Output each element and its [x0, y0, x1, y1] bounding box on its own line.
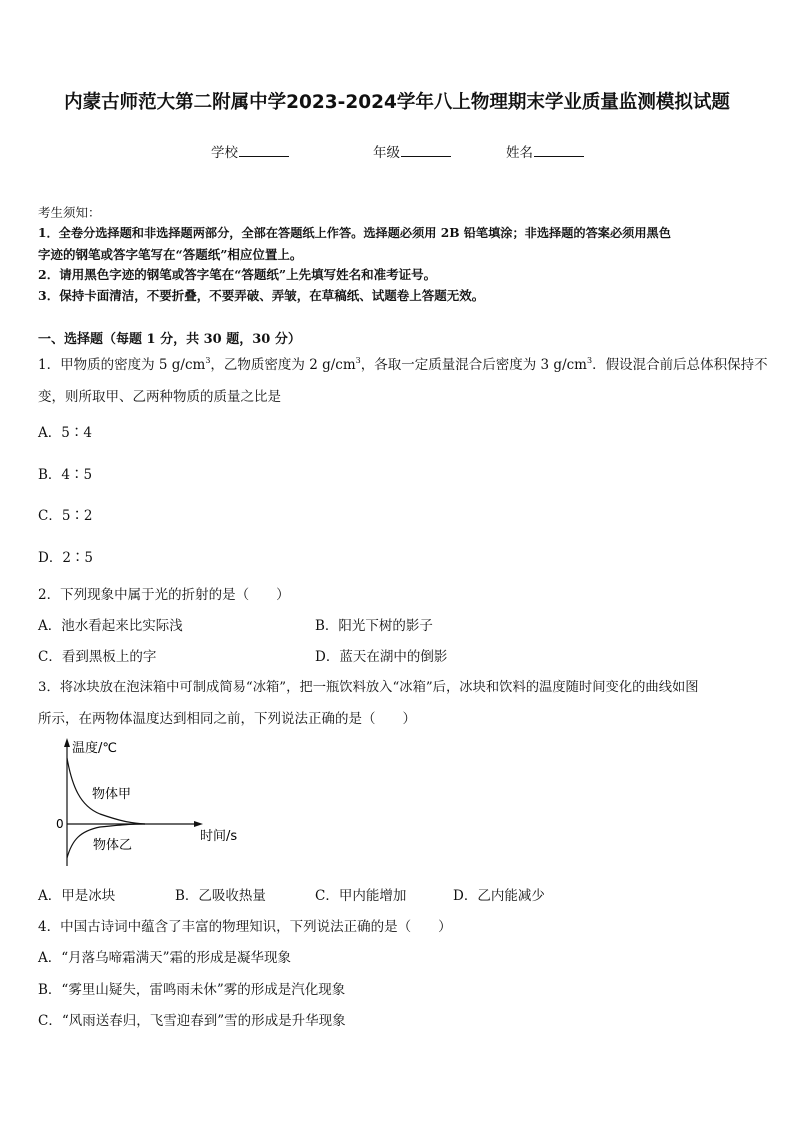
q3-option-d[interactable]: D．乙内能减少	[453, 888, 545, 904]
y-axis-arrow	[64, 738, 70, 747]
q4-option-b[interactable]: B．“雾里山疑失，雷鸣雨未休”雾的形成是汽化现象	[38, 982, 346, 998]
grade-field[interactable]	[373, 141, 451, 161]
curve-yi-label: 物体乙	[93, 838, 133, 853]
school-label: 学校	[211, 145, 238, 161]
x-axis-label: 时间/s	[200, 829, 238, 844]
q1-option-b[interactable]: B．4∶5	[38, 467, 93, 483]
q4-option-c[interactable]: C．“风雨送春归，飞雪迎春到”雪的形成是升华现象	[38, 1013, 346, 1029]
q1-text-d: ．假设混合前后总体积保持不	[592, 357, 768, 373]
q1-option-d[interactable]: D．2∶5	[38, 550, 94, 566]
q4-option-a[interactable]: A．“月落乌啼霜满天”霜的形成是凝华现象	[38, 950, 292, 966]
y-axis-label: 温度/℃	[72, 741, 117, 756]
q2-stem: 2．下列现象中属于光的折射的是（ ）	[38, 587, 290, 603]
q3-line-2: 所示，在两物体温度达到相同之前，下列说法正确的是（ ）	[38, 711, 416, 727]
q3-option-a[interactable]: A．甲是冰块	[38, 888, 116, 904]
q1-option-a[interactable]: A．5∶4	[38, 425, 92, 441]
q3-line-1: 3．将冰块放在泡沫箱中可制成简易“冰箱”，把一瓶饮料放入“冰箱”后，冰块和饮料的温度随时间变化的曲线如图	[38, 680, 699, 695]
notice-item-1-line-2: 字迹的钢笔或答字笔写在“答题纸”相应位置上。	[38, 247, 303, 262]
q2-option-a[interactable]: A．池水看起来比实际浅	[38, 618, 183, 634]
school-field[interactable]	[211, 141, 289, 161]
notice-item-1-line-1: 1．全卷分选择题和非选择题两部分，全部在答题纸上作答。选择题必须用 2B 铅笔填涂；非选择题的答案必须用黑色	[38, 226, 671, 240]
q1-sup-1: 3	[205, 356, 211, 365]
notice-item-3: 3．保持卡面清洁，不要折叠，不要弄破、弄皱，在草稿纸、试题卷上答题无效。	[38, 288, 485, 303]
q3-option-b[interactable]: B．乙吸收热量	[175, 888, 266, 904]
q1-text-c: ，各取一定质量混合后密度为 3 g/cm	[360, 357, 587, 373]
notice-item-2: 2．请用黑色字迹的钢笔或答字笔在“答题纸”上先填写姓名和准考证号。	[38, 267, 437, 282]
q1-sup-3: 3	[586, 356, 593, 365]
name-field[interactable]	[506, 141, 584, 161]
q4-stem: 4．中国古诗词中蕴含了丰富的物理知识，下列说法正确的是（ ）	[38, 919, 452, 935]
q1-line-1	[38, 353, 768, 373]
q1-sup-2: 3	[355, 356, 361, 365]
q3-temperature-graph	[50, 736, 260, 868]
q1-line-2: 变，则所取甲、乙两种物质的质量之比是	[38, 389, 281, 405]
q3-option-c[interactable]: C．甲内能增加	[315, 888, 407, 904]
q2-option-b[interactable]: B．阳光下树的影子	[315, 618, 433, 634]
q1-text-b: ，乙物质密度为 2 g/cm	[210, 357, 356, 373]
section-heading: 一、选择题（每题 1 分，共 30 题，30 分）	[38, 332, 301, 347]
x-axis-arrow	[194, 821, 203, 827]
q2-option-d[interactable]: D．蓝天在湖中的倒影	[315, 649, 448, 665]
origin-label: 0	[56, 817, 64, 831]
grade-label: 年级	[373, 145, 400, 161]
name-blank[interactable]	[534, 144, 584, 157]
q2-option-c[interactable]: C．看到黑板上的字	[38, 649, 157, 665]
curve-jia-label: 物体甲	[92, 787, 132, 802]
page-title: 内蒙古师范大第二附属中学2023-2024学年八上物理期末学业质量监测模拟试题	[64, 92, 730, 113]
name-label: 姓名	[506, 145, 533, 161]
school-blank[interactable]	[239, 144, 289, 157]
q1-option-c[interactable]: C．5∶2	[38, 508, 93, 524]
grade-blank[interactable]	[401, 144, 451, 157]
q1-text-a: 1．甲物质的密度为 5 g/cm	[38, 357, 206, 373]
notice-heading: 考生须知：	[38, 205, 101, 220]
